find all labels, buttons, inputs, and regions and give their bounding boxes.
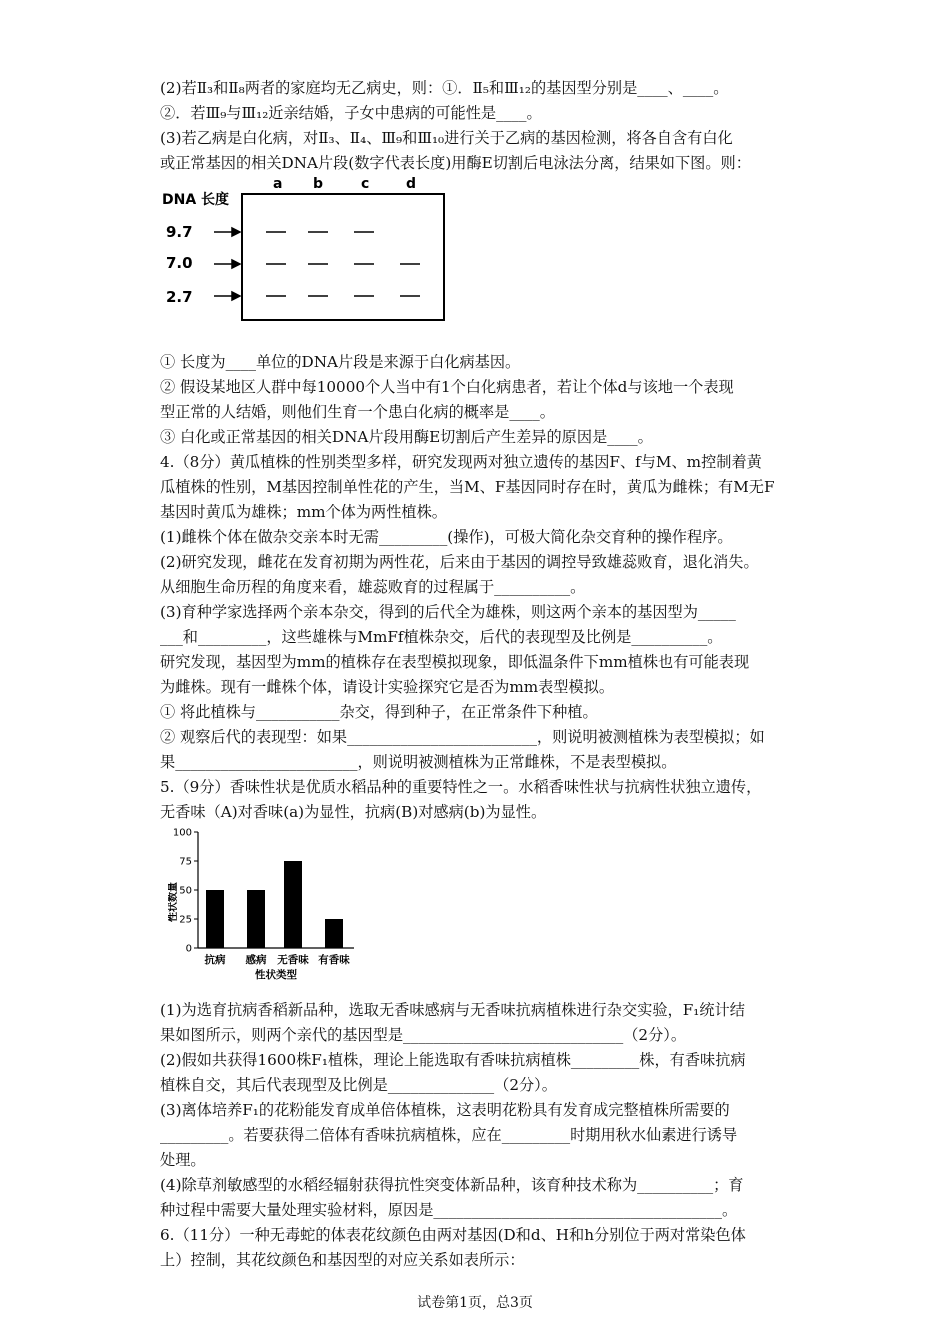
bar	[247, 890, 265, 948]
y-tick-label: 75	[179, 856, 192, 868]
bar	[206, 890, 224, 948]
text-line: ② 假设某地区人群中每10000个人当中有1个白化病患者，若让个体d与该地一个表现	[160, 378, 734, 396]
text-line: 为雌株。现有一雌株个体，请设计实验探究它是否为mm表型模拟。	[160, 678, 615, 696]
text-line: (3)育种学家选择两个亲本杂交，得到的后代全为雄株，则这两个亲本的基因型为_____	[160, 603, 736, 621]
bar	[325, 919, 343, 948]
lane-label: a	[273, 176, 283, 192]
x-tick-label: 无香味	[277, 954, 309, 966]
text-line: 基因时黄瓜为雄株；mm个体为两性植株。	[160, 503, 447, 521]
text-line: ① 将此植株与___________杂交，得到种子，在正常条件下种植。	[160, 703, 598, 721]
electrophoresis-figure	[160, 172, 460, 332]
text-line: 或正常基因的相关DNA片段(数字代表长度)用酶E切割后电泳法分离，结果如下图。则：	[160, 154, 751, 172]
text-line: (1)为选育抗病香稻新品种，选取无香味感病与无香味抗病植株进行杂交实验，F₁统计结	[160, 1001, 745, 1019]
text-line: _________。若要获得二倍体有香味抗病植株，应在_________时期用秋水仙素进行诱导	[160, 1126, 738, 1144]
text-line: 型正常的人结婚，则他们生育一个患白化病的概率是____。	[160, 403, 555, 421]
x-tick-label: 抗病	[204, 954, 226, 966]
y-tick-label: 50	[179, 885, 192, 897]
question-4-heading: 4.（8分）黄瓜植株的性别类型多样，研究发现两对独立遗传的基因F、f与M、m控制着黄	[160, 453, 762, 471]
text-line: (4)除草剂敏感型的水稻经辐射获得抗性突变体新品种，该育种技术称为__________；育	[160, 1176, 744, 1194]
bars	[206, 861, 343, 948]
x-tick-label: 感病	[245, 954, 267, 966]
text-line: (3)离体培养F₁的花粉能发育成单倍体植株，这表明花粉具有发育成完整植株所需要的	[160, 1101, 730, 1119]
x-axis-label: 性状类型	[255, 969, 297, 981]
text-line: ②．若Ⅲ₉与Ⅲ₁₂近亲结婚，子女中患病的可能性是____。	[160, 104, 542, 122]
text-line: 植株自交，其后代表现型及比例是______________（2分）。	[160, 1076, 557, 1094]
y-axis-label: 性状数量	[168, 882, 179, 922]
text-line: ② 观察后代的表现型：如果_________________________，则说明被测植株为表型模拟；如	[160, 728, 765, 746]
text-line: (2)若Ⅱ₃和Ⅱ₈两者的家庭均无乙病史，则：①．Ⅱ₅和Ⅲ₁₂的基因型分别是____、____。	[160, 79, 729, 97]
text-line: 瓜植株的性别，M基因控制单性花的产生，当M、F基因同时存在时，黄瓜为雌株；有M无F	[160, 478, 775, 496]
size-label: 9.7	[166, 223, 193, 241]
text-line: (3)若乙病是白化病，对Ⅱ₃、Ⅱ₄、Ⅲ₉和Ⅲ₁₀进行关于乙病的基因检测，将各自含有白化	[160, 129, 733, 147]
bar-chart	[168, 824, 368, 984]
text-line: ___和_________，这些雄株与MmFf植株杂交，后代的表现型及比例是__________。	[160, 628, 723, 646]
text-line: 果如图所示，则两个亲代的基因型是_____________________________（2分）。	[160, 1026, 687, 1044]
size-arrows	[214, 228, 240, 300]
text-line: (2)假如共获得1600株F₁植株，理论上能选取有香味抗病植株_________株，有香味抗病	[160, 1051, 746, 1069]
lane-label: b	[313, 176, 324, 192]
text-line: 研究发现，基因型为mm的植株存在表型模拟现象，即低温条件下mm植株也有可能表现	[160, 653, 750, 671]
text-line: ③ 白化或正常基因的相关DNA片段用酶E切割后产生差异的原因是____。	[160, 428, 653, 446]
y-tick-label: 0	[185, 943, 192, 955]
text-line: 果________________________，则说明被测植株为正常雌株，不是表型模拟。	[160, 753, 677, 771]
gel-axis-label: DNA 长度	[162, 192, 230, 208]
bar	[284, 861, 302, 948]
lane-label: d	[406, 176, 417, 192]
gel-bands	[266, 232, 420, 296]
size-label: 7.0	[166, 254, 193, 272]
text-line: ① 长度为____单位的DNA片段是来源于白化病基因。	[160, 353, 521, 371]
size-label: 2.7	[166, 288, 193, 306]
text-line: 处理。	[160, 1151, 206, 1169]
x-tick-label: 有香味	[318, 954, 350, 966]
x-ticks	[205, 953, 351, 966]
text-line: (2)研究发现，雌花在发育初期为两性花，后来由于基因的调控导致雄蕊败育，退化消失。	[160, 553, 759, 571]
y-tick-label: 25	[179, 914, 192, 926]
page-footer: 试卷第1页，总3页	[417, 1295, 533, 1311]
lane-label: c	[361, 176, 370, 192]
text-line: 无香味（A)对香味(a)为显性，抗病(B)对感病(b)为显性。	[160, 803, 547, 821]
question-6-heading: 6.（11分）一种无毒蛇的体表花纹颜色由两对基因(D和d、H和h分别位于两对常染色体	[160, 1226, 746, 1244]
text-line: 种过程中需要大量处理实验材料，原因是______________________________________。	[160, 1201, 738, 1219]
gel-frame	[242, 194, 444, 320]
y-tick-label: 100	[172, 827, 192, 839]
text-line: (1)雌株个体在做杂交亲本时无需_________(操作)，可极大简化杂交育种的操作程序。	[160, 528, 733, 546]
question-5-heading: 5.（9分）香味性状是优质水稻品种的重要特性之一。水稻香味性状与抗病性状独立遗传，	[160, 778, 762, 796]
text-line: 上）控制，其花纹颜色和基因型的对应关系如表所示：	[160, 1251, 525, 1269]
text-line: 从细胞生命历程的角度来看，雄蕊败育的过程属于__________。	[160, 578, 586, 596]
